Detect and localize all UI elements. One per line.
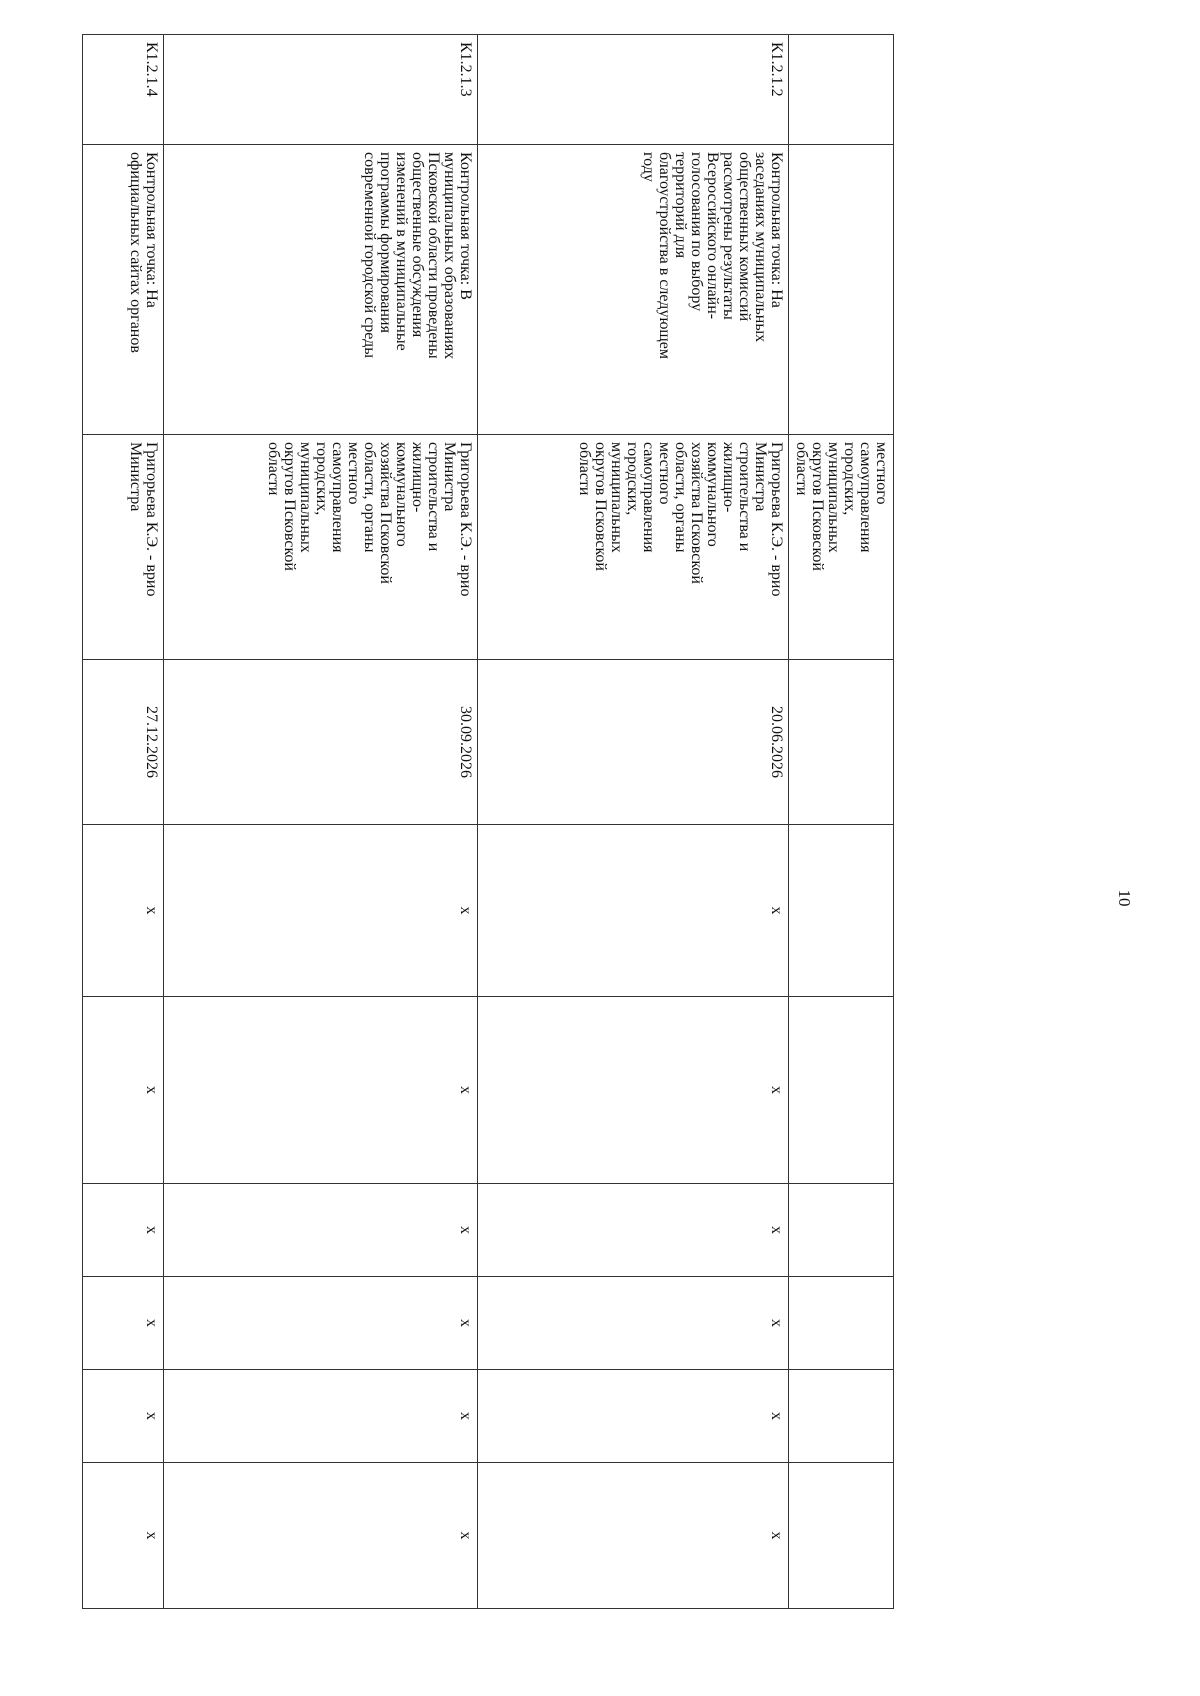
row-mark: x [478, 825, 789, 997]
row-mark [789, 1370, 894, 1463]
row-mark: x [164, 1184, 478, 1277]
row-code: К1.2.1.3 [164, 35, 478, 145]
row-mark: x [83, 1463, 164, 1609]
row-mark: x [83, 997, 164, 1184]
row-code: К1.2.1.4 [83, 35, 164, 145]
row-mark [789, 825, 894, 997]
row-responsible: Григорьева К.Э. - врио Министра строительства и жилищно- коммунального хозяйства Псковской области, органы местного самоуправления городских, муниципальных округов Псковской области [478, 435, 789, 660]
control-points-table [82, 34, 894, 1609]
row-mark: x [164, 825, 478, 997]
row-mark: x [83, 1184, 164, 1277]
row-mark: x [478, 1370, 789, 1463]
rotated-table-wrapper [108, 34, 894, 1608]
row-title: Контрольная точка: В муниципальных образованиях Псковской области проведены общественные обсуждения изменений в муниципальные программы формирования современной городской среды [164, 145, 478, 435]
row-mark: x [164, 1277, 478, 1370]
row-mark: x [83, 1370, 164, 1463]
row-title: Контрольная точка: На официальных сайтах органов [83, 145, 164, 435]
row-date: 20.06.2026 [478, 660, 789, 825]
row-mark: x [164, 997, 478, 1184]
row-mark: x [478, 1277, 789, 1370]
row-mark: x [478, 1184, 789, 1277]
row-mark: x [164, 1463, 478, 1609]
table-row [478, 35, 789, 1609]
row-mark: x [478, 997, 789, 1184]
row-responsible: местного самоуправления городских, муниципальных округов Псковской области [789, 435, 894, 660]
row-mark: x [164, 1370, 478, 1463]
row-responsible: Григорьева К.Э. - врио Министра строительства и жилищно- коммунального хозяйства Псковской области, органы местного самоуправления городских, муниципальных округов Псковской области [164, 435, 478, 660]
row-date [789, 660, 894, 825]
row-mark [789, 997, 894, 1184]
row-mark [789, 1277, 894, 1370]
row-code: К1.2.1.2 [478, 35, 789, 145]
row-title: Контрольная точка: На заседаниях муниципальных общественных комиссий рассмотрены результаты Всероссийского онлайн- голосования по выбору территорий для благоустройства в следующем году [478, 145, 789, 435]
row-code [789, 35, 894, 145]
row-mark: x [83, 1277, 164, 1370]
row-title [789, 145, 894, 435]
row-mark: x [478, 1463, 789, 1609]
row-date: 30.09.2026 [164, 660, 478, 825]
row-mark: x [83, 825, 164, 997]
row-mark [789, 1184, 894, 1277]
table-row [789, 35, 894, 1609]
row-responsible: Григорьева К.Э. - врио Министра [83, 435, 164, 660]
table-row [83, 35, 164, 1609]
table-row [164, 35, 478, 1609]
page-number: 10 [1115, 889, 1134, 907]
row-date: 27.12.2026 [83, 660, 164, 825]
row-mark [789, 1463, 894, 1609]
